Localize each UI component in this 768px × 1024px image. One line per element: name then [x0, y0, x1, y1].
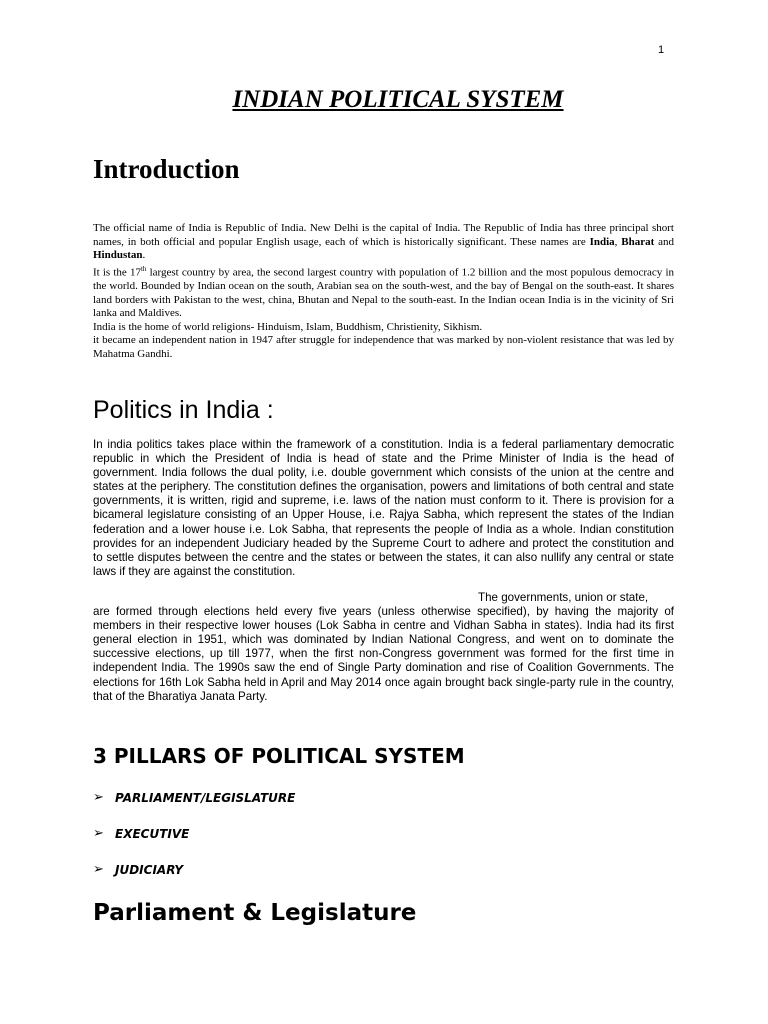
intro-text: The official name of India is Republic of India. New Delhi is the capital of India. The Republic of India has three principal short names, in both official and popular English usage, each of which is historically significant. These names are: [93, 222, 674, 248]
arrow-bullet-icon: ➢: [93, 790, 104, 805]
name-hindustan: Hindustan: [93, 249, 143, 262]
name-india: India: [589, 235, 615, 248]
separator: ,: [614, 235, 622, 248]
document-title: INDIAN POLITICAL SYSTEM: [232, 86, 564, 113]
introduction-heading: Introduction: [93, 154, 240, 184]
politics-paragraph-constitution: In india politics takes place within the framework of a constitution. India is a federal parliamentary democratic republic in which the President of India is head of state and the Prime Minister of India is the head of government. India follows the dual polity, i.e. double government which consists of the union at the centre and states at the periphery. The constitution defines the organisation, powers and limitations of both central and state governments, it is written, rigid and supreme, i.e. laws of the nation must conform to it. There is provision for a bicameral legislature consisting of an Upper House, i.e. Rajya Sabha, which represent the states of the Indian federation and a lower house i.e. Lok Sabha, that represents the people of India as a whole. Indian constitution provides for an independent Judiciary headed by the Supreme Court to adhere and protect the constitution and to settle disputes between the centre and the states or between the states, it can also nullify any central or state laws if they are against the constitution.: [93, 438, 674, 578]
elections-text: are formed through elections held every five years (unless otherwise specified), by having the majority of members in their respective lower houses (Lok Sabha in centre and Vidhan Sabha in states). India had its first general election in 1951, which was dominated by Indian National Congress, and went on to dominate the successive elections, up till 1977, when the first non-Congress government was formed for the first time in independent India. The 1990s saw the end of Single Party domination and rise of Coalition Governments. The elections for 16th Lok Sabha held in April and May 2014 once again brought back single-party rule in the country, that of the Bharatiya Janata Party.: [93, 605, 674, 703]
pillar-label: JUDICIARY: [115, 863, 184, 877]
separator: and: [654, 235, 675, 248]
introduction-section: [93, 222, 674, 362]
politics-paragraph-elections: [93, 591, 674, 704]
arrow-bullet-icon: ➢: [93, 826, 104, 841]
politics-heading: Politics in India :: [93, 396, 274, 424]
politics-section: [93, 438, 674, 704]
geo-text-rest: largest country by area, the second largest country with population of 1.2 billion and the most populous democracy in the world. Bounded by Indian ocean on the south, Arabian sea on the south-west, and the bay of Bengal on the south-east. It shares land borders with Pakistan to the west, china, Bhutan and Nepal to the south-east. In the Indian ocean India is in the vicinity of Sri lanka and Maldives.: [93, 266, 674, 320]
page-number: 1: [658, 44, 665, 56]
pillar-label: EXECUTIVE: [115, 827, 190, 841]
pillar-item-judiciary: [93, 862, 295, 898]
introduction-paragraph-names: [93, 222, 674, 263]
introduction-paragraph-religions: India is the home of world religions- Hinduism, Islam, Buddhism, Christienity, Sikhism.: [93, 320, 483, 333]
pillars-list: [93, 790, 295, 898]
intro-text-end: .: [142, 249, 146, 262]
pillar-item-executive: [93, 826, 295, 862]
introduction-paragraph-independence: it became an independent nation in 1947 after struggle for independence that was marked by non-violent resistance that was led by Mahatma Gandhi.: [93, 334, 674, 360]
ordinal-suffix: th: [140, 264, 147, 273]
introduction-paragraph-geography: [93, 263, 674, 321]
pillar-label: PARLIAMENT/LEGISLATURE: [115, 791, 296, 805]
name-bharat: Bharat: [621, 235, 655, 248]
pillar-item-parliament: [93, 790, 295, 826]
pillars-heading: 3 PILLARS OF POLITICAL SYSTEM: [93, 744, 465, 768]
arrow-bullet-icon: ➢: [93, 862, 104, 877]
geo-text-start: It is the 17: [93, 266, 141, 279]
elections-lead-text: The governments, union or state,: [478, 590, 649, 604]
parliament-heading: Parliament & Legislature: [93, 900, 417, 926]
